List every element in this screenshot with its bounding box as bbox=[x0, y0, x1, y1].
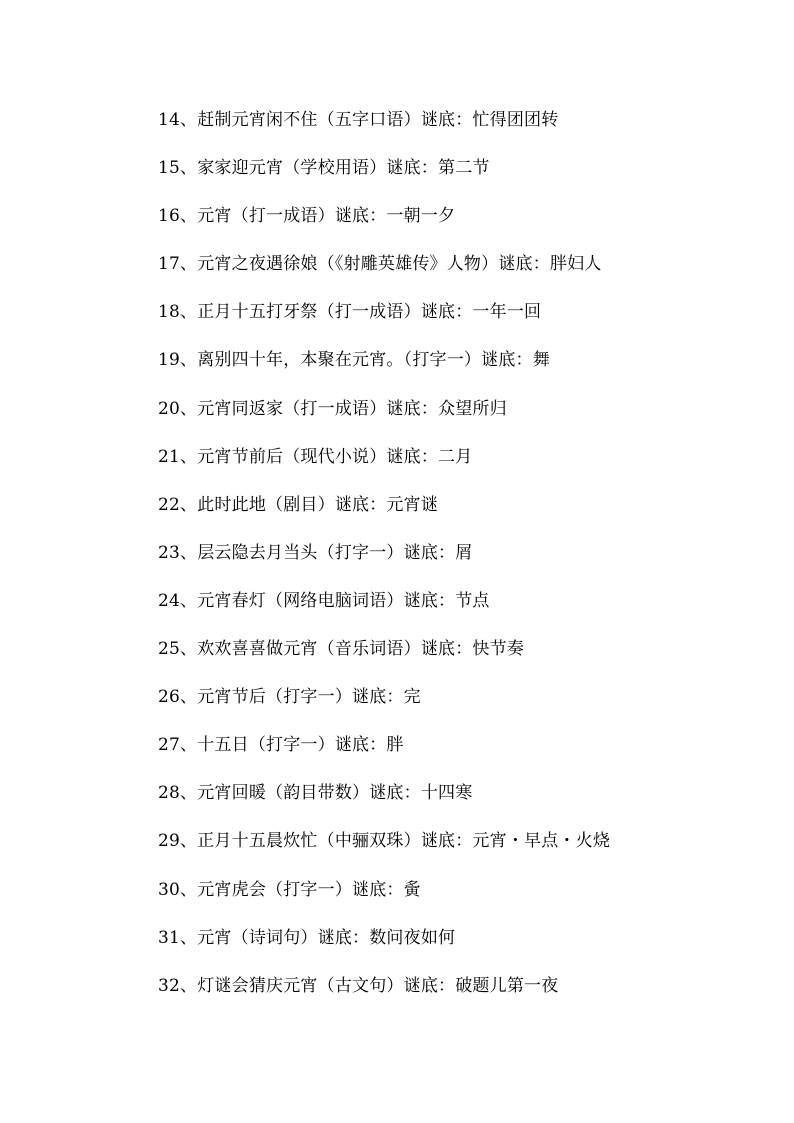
riddle-line-26: 26、元宵节后（打字一）谜底：完 bbox=[158, 687, 421, 708]
riddle-line-16: 16、元宵（打一成语）谜底：一朝一夕 bbox=[158, 206, 456, 227]
riddle-line-31: 31、元宵（诗词句）谜底：数问夜如何 bbox=[158, 927, 456, 948]
riddle-line-19: 19、离别四十年，本聚在元宵。（打字一）谜底：舞 bbox=[158, 350, 550, 371]
riddle-line-25: 25、欢欢喜喜做元宵（音乐词语）谜底：快节奏 bbox=[158, 639, 525, 660]
riddle-line-29: 29、正月十五晨炊忙（中骊双珠）谜底：元宵・早点・火烧 bbox=[158, 831, 611, 852]
riddle-line-18: 18、正月十五打牙祭（打一成语）谜底：一年一回 bbox=[158, 302, 542, 323]
riddle-line-17: 17、元宵之夜遇徐娘（《射雕英雄传》人物）谜底：胖妇人 bbox=[158, 254, 602, 275]
riddle-list bbox=[158, 108, 610, 1022]
riddle-line-22: 22、此时此地（剧目）谜底：元宵谜 bbox=[158, 494, 439, 515]
riddle-line-15: 15、家家迎元宵（学校用语）谜底：第二节 bbox=[158, 158, 490, 179]
riddle-line-30: 30、元宵虎会（打字一）谜底：夤 bbox=[158, 879, 421, 900]
riddle-line-20: 20、元宵同返家（打一成语）谜底：众望所归 bbox=[158, 398, 507, 419]
riddle-line-21: 21、元宵节前后（现代小说）谜底：二月 bbox=[158, 446, 473, 467]
riddle-line-14: 14、赶制元宵闲不住（五字口语）谜底：忙得团团转 bbox=[158, 110, 559, 130]
riddle-line-24: 24、元宵春灯（网络电脑词语）谜底：节点 bbox=[158, 590, 490, 611]
riddle-line-32: 32、灯谜会猜庆元宵（古文句）谜底：破题儿第一夜 bbox=[158, 975, 559, 996]
riddle-line-23: 23、层云隐去月当头（打字一）谜底：屑 bbox=[158, 542, 473, 563]
riddle-line-27: 27、十五日（打字一）谜底：胖 bbox=[158, 735, 404, 756]
riddle-line-28: 28、元宵回暖（韵目带数）谜底：十四寒 bbox=[158, 783, 473, 804]
